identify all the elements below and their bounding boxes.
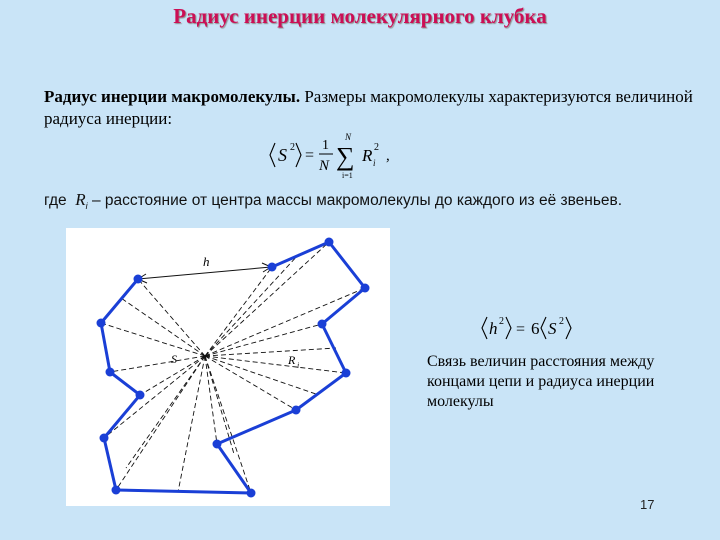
gyration-radius-line — [101, 323, 205, 356]
gyration-radius-line — [205, 356, 316, 394]
gyration-radius-line — [205, 348, 336, 356]
summand-symbol: R — [362, 146, 373, 165]
sum-lower-limit: i=1 — [342, 171, 353, 180]
relation-rhs-symbol: S — [548, 319, 557, 338]
gyration-radius-line — [104, 356, 205, 438]
formula-equals: = — [305, 147, 315, 164]
relation-coefficient: 6 — [531, 319, 540, 338]
relation-rhs-power: 2 — [559, 316, 564, 327]
where-symbol: R — [75, 190, 86, 209]
formula-trailing-comma: , — [386, 148, 390, 164]
right-angle-bracket — [506, 317, 511, 339]
chain-bead — [100, 434, 109, 443]
chain-bead — [97, 319, 106, 328]
gyration-radius-line — [205, 288, 365, 356]
summand-power: 2 — [374, 142, 379, 153]
sum-sign: ∑ — [336, 142, 355, 171]
slide-title: Радиус инерции молекулярного клубка — [173, 4, 547, 28]
gyration-radius-line — [126, 356, 205, 468]
gyration-radius-line — [121, 298, 205, 356]
fraction-denominator: N — [319, 158, 330, 174]
right-angle-bracket — [566, 317, 571, 339]
intro-text: Размеры макромолекулы характеризуются величиной радиуса инерции: — [44, 87, 693, 128]
chain-bead — [213, 440, 222, 449]
polymer-coil-figure — [66, 228, 390, 506]
relation-equals: = — [516, 321, 526, 338]
where-line — [44, 190, 684, 211]
relation-lhs-power: 2 — [499, 316, 504, 327]
gyration-radius-line — [110, 356, 205, 372]
formula-lhs-power: 2 — [290, 142, 295, 153]
where-text: – расстояние от центра массы макромолекулы до каждого из её звеньев. — [87, 192, 623, 209]
formula-lhs-symbol: S — [278, 145, 287, 165]
chain-bead — [342, 369, 351, 378]
intro-bold-term: Радиус инерции макромолекулы. — [44, 87, 301, 106]
fraction-numerator: 1 — [322, 138, 329, 153]
summand-subscript: i — [373, 158, 376, 168]
chain-bead — [134, 275, 143, 284]
relation-lhs-symbol: h — [489, 319, 498, 338]
page-number: 17 — [640, 497, 655, 512]
gyration-radius-line — [205, 356, 296, 410]
sum-upper-limit: N — [345, 132, 352, 142]
where-prefix: где — [44, 192, 67, 209]
left-angle-bracket — [270, 143, 275, 167]
gyration-radius-line — [205, 356, 346, 373]
where-symbol-subscript: i — [85, 201, 88, 212]
gyration-radius-formula — [262, 130, 402, 182]
left-angle-bracket — [541, 317, 546, 339]
gyration-radius-line — [138, 279, 205, 356]
gyration-radius-line — [205, 254, 299, 356]
chain-bead — [112, 486, 121, 495]
chain-bead — [106, 368, 115, 377]
gyration-radius-line — [205, 356, 251, 493]
figure-caption: Связь величин расстояния между концами цепи и радиуса инерции молекулы — [427, 353, 655, 410]
chain-bead — [318, 320, 327, 329]
relation-formula — [478, 312, 588, 344]
chain-bead — [247, 489, 256, 498]
gyration-radius-line — [205, 324, 322, 356]
right-angle-bracket — [296, 143, 301, 167]
gyration-radius-line — [205, 267, 272, 356]
label-h: h — [203, 254, 210, 269]
gyration-radius-line — [205, 356, 217, 444]
label-radius-subscript: i — [297, 361, 300, 370]
chain-bead — [361, 284, 370, 293]
chain-bead — [268, 263, 277, 272]
label-center-of-mass: S — [171, 352, 177, 366]
label-radius: R — [288, 353, 296, 367]
intro-paragraph — [44, 86, 694, 130]
chain-bead — [136, 391, 145, 400]
chain-bead — [325, 238, 334, 247]
chain-bead — [292, 406, 301, 415]
left-angle-bracket — [482, 317, 487, 339]
